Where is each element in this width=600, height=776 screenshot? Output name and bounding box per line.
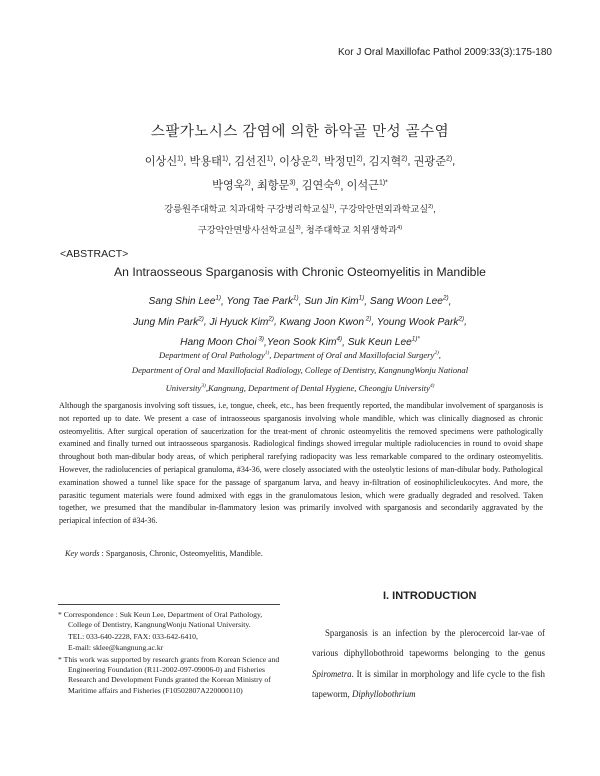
author-ko: 박정민$^{2)}$ <box>323 155 363 168</box>
author-en: Hang Moon Choi $^{3)}$ <box>180 335 264 349</box>
english-authors-line-1: Sang Shin Lee$^{1)}$, Yong Tae Park$^{1)}$, Sun Jin Kim$^{1)}$, Sang Woon Lee$^{2)}$, <box>148 295 452 308</box>
species-name: Diphyllobothrium <box>351 689 416 700</box>
english-affiliation-line-2: Department of Oral and Maxillofacial Radiology, College of Dentistry, KangnungWonju National <box>131 365 469 376</box>
section-heading-introduction: I. INTRODUCTION <box>383 590 477 602</box>
author-ko: 김선진$^{1)}$ <box>234 155 273 168</box>
author-en: Suk Keun Lee$^{1)*}$ <box>347 335 420 349</box>
english-title: An Intraosseous Sparganosis with Chronic Osteomyelitis in Mandible <box>114 265 486 279</box>
footnote-divider <box>58 604 280 605</box>
footnote-tel: TEL: 033-640-2228, FAX: 033-642-6410, <box>68 631 198 641</box>
author-ko: 박용태$^{1)}$ <box>189 155 229 168</box>
english-authors-line-3: Hang Moon Choi $^{3)}$,Yeon Sook Kim$^{4)}$, Suk Keun Lee$^{1)*}$ <box>180 335 420 349</box>
author-en: Sang Shin Lee$^{1)}$ <box>148 295 221 308</box>
footnote-email[interactable]: E-mail: sklee@kangnung.ac.kr <box>68 643 164 653</box>
author-en: Kwang Joon Kwon $^{2)}$ <box>279 315 372 328</box>
korean-authors-line-2: 박영욱$^{2)}$, 최항문$^{3)}$, 김연숙$^{4)}$, 이석근$^{1)*}$ <box>212 179 388 193</box>
footnote-correspondence: * Correspondence : Suk Keun Lee, Department of Oral Pathology, College of Dentistry, KangnungWonju National University. <box>58 610 263 630</box>
korean-authors-line-1: 이상신$^{1)}$, 박용태$^{1)}$, 김선진$^{1)}$, 이상운$^{2)}$, 박정민$^{2)}$, 김지혁$^{2)}$, 권광준$^{2)}$, <box>144 155 456 168</box>
english-affiliations <box>80 346 520 396</box>
author-ko: 이상신$^{1)}$ <box>144 155 184 168</box>
keywords-list: : Sparganosis, Chronic, Osteomyelitis, Mandible. <box>101 549 263 558</box>
author-ko: 박영욱$^{2)}$ <box>212 179 251 193</box>
english-affiliation-line-1: Department of Oral Pathology$^{1)}$, Department of Oral and Maxillofacial Surgery$^{2)}$, <box>159 349 441 360</box>
author-en: Yeon Sook Kim$^{4)}$ <box>266 335 343 349</box>
author-ko: 김연숙$^{4)}$ <box>301 179 341 193</box>
journal-citation: Kor J Oral Maxillofac Pathol 2009:33(3):175-180 <box>337 47 552 58</box>
author-en: Sang Woon Lee$^{2)}$ <box>369 295 449 308</box>
korean-title: 스팔가노시스 감염에 의한 하악골 만성 골수염 <box>150 124 450 140</box>
korean-affiliation-line-2: 구강악안면방사선학교실$^{3)}$, 청주대학교 치위생학과$^{4)}$ <box>197 225 403 236</box>
abstract-body: Although the sparganosis involving soft tissues, i.e, tongue, cheek, etc., has been frequently reported, the mandibular involvement of sparganosis is not reported up to date. We present a case of intraosseous sparganosis involving whole mandible, which was clinically diagnosed as chronic osteomyelitis. After surgical operation of saucerization for the treat-ment of chronic osteomyelitis the removed specimens were pathologically examined and finally turned out intraosseous sparganosis. Radiological findings showed irregular multiple radiolucencies in round to ovoid shape throughout both man-dibular body areas, of which peripheral rarefying radiopacity was less remarkable compared to the ordinary osteomyelitis. However, the radiolucencies of periapical granuloma, #34-36, were closely associated with the osteolytic lesions of man-dibular body. Pathological examination showed a tunnel like space for the passage of sparganum larva, and heavy in-filtration of eosinophilicleukocytes. And more, the parasitic tegument materials were found admixed with eggs in the granulomatous lesion, which were gradually degraded and resolved. Taken together, we presumed that the mandibular in-flammatory lesion was primarily involved with sparganosis and secondarily aggravated by the periapical infection of #34-36. <box>59 401 543 526</box>
author-en: Yong Tae Park$^{1)}$ <box>226 295 299 308</box>
abstract-label: <ABSTRACT> <box>60 248 129 260</box>
introduction-paragraph: Sparganosis is an infection by the plerocercoid lar-vae of various diphyllobothroid tapeworms belonging to the genus Spirometra. It is similar in morphology and life cycle to the fish tapeworm, Diphyllobothrium <box>312 628 545 700</box>
english-authors-line-2: Jung Min Park$^{2)}$, Ji Hyuck Kim$^{2)}$, Kwang Joon Kwon $^{2)}$, Young Wook Park$^{2)}$, <box>133 315 467 328</box>
english-affiliation-line-3: University$^{3)}$,Kangnung, Department of Dental Hygiene, Cheongju University$^{4)}$ <box>165 382 435 393</box>
genus-name: Spirometra <box>312 668 352 679</box>
korean-authors <box>90 148 510 197</box>
keywords-label: Key words <box>65 549 100 558</box>
author-ko: 김지혁$^{2)}$ <box>368 155 408 168</box>
author-ko: 이상운$^{2)}$ <box>279 155 318 168</box>
author-ko: 권광준$^{2)}$ <box>413 155 453 168</box>
korean-affiliation-line-1: 강릉원주대학교 치과대학 구강병리학교실$^{1)}$, 구강악안면외과학교실$^{2)}$, <box>164 204 436 215</box>
korean-affiliations <box>100 198 500 240</box>
footnotes <box>58 610 284 697</box>
footnote-funding: * This work was supported by research grants from Korean Science and Engineering Foundation (R11-2002-097-09006-0) and Fisheries Research and Development Funds granted the Korean Ministry of Maritime affairs and Fisheries (F10502807A220000110) <box>58 654 280 695</box>
author-en: Jung Min Park$^{2)}$ <box>133 315 204 328</box>
author-en: Sun Jin Kim$^{1)}$ <box>304 295 365 308</box>
english-authors <box>80 290 520 351</box>
author-en: Young Wook Park$^{2)}$ <box>376 315 465 328</box>
keywords <box>65 549 263 558</box>
author-ko: 최항문$^{3)}$ <box>256 179 296 193</box>
author-en: Ji Hyuck Kim$^{2)}$ <box>209 315 274 328</box>
author-ko: 이석근$^{1)*}$ <box>346 179 388 193</box>
